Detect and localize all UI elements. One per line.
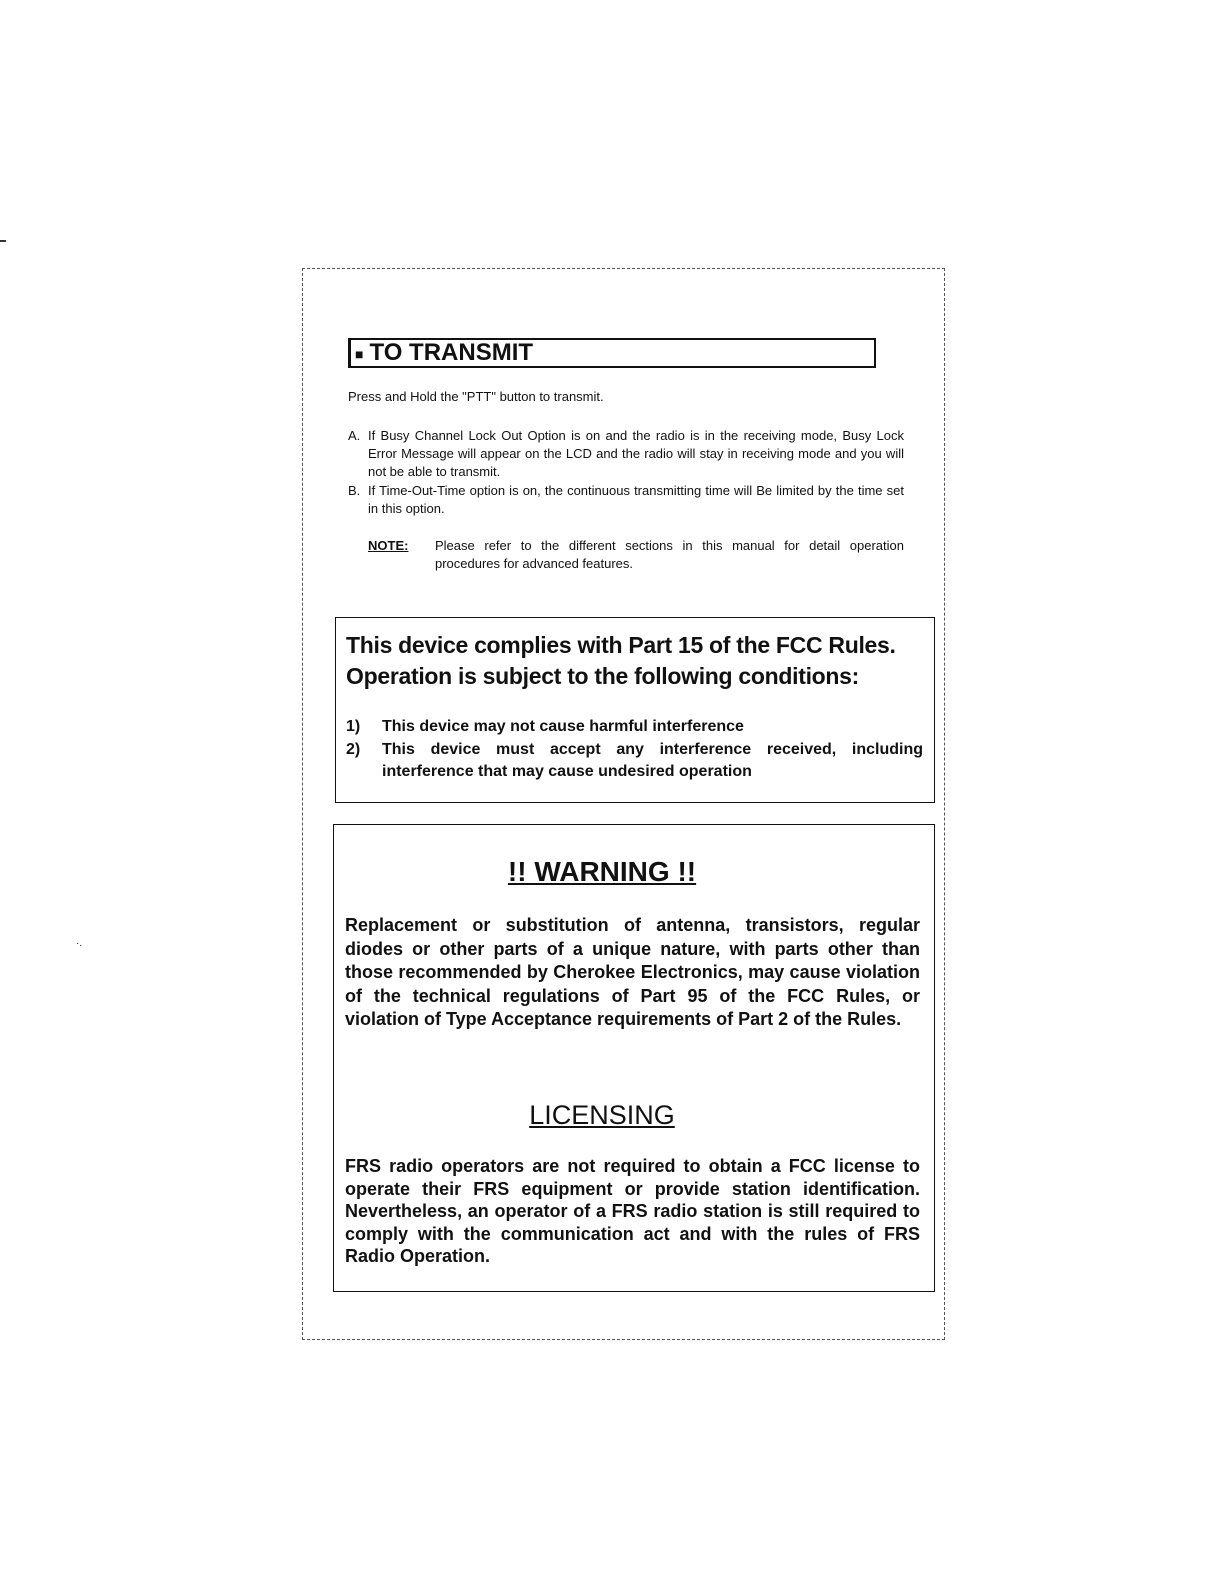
step-text: If Time-Out-Time option is on, the continuous transmitting time will Be limited by the time set in this option.: [368, 483, 904, 516]
warning-title: !! WARNING !!: [507, 856, 697, 887]
step-b: [348, 482, 904, 518]
square-bullet-icon: ■: [355, 345, 364, 362]
section-title: TO TRANSMIT: [369, 339, 534, 366]
condition-number: 2): [346, 741, 361, 758]
step-a: [348, 427, 904, 481]
note-text: Please refer to the different sections in this manual for detail operation procedures for advanced features.: [435, 538, 904, 571]
step-marker: B.: [348, 483, 361, 498]
scan-speck: ·.: [76, 938, 83, 949]
transmit-intro: Press and Hold the "PTT" button to transmit.: [348, 389, 604, 404]
note-label: NOTE:: [368, 538, 409, 553]
section-header-to-transmit: [348, 338, 876, 368]
fcc-heading-line1: This device complies with Part 15 of the FCC Rules.: [346, 632, 896, 658]
step-marker: A.: [348, 428, 361, 443]
warning-body: Replacement or substitution of antenna, transistors, regular diodes or other parts of a unique nature, with parts other than those recommended by Cherokee Electronics, may cause violation of the technical regulations of Part 95 of the FCC Rules, or violation of Type Acceptance requirements of Part 2 of the Rules.: [345, 915, 920, 1029]
fcc-condition-2: [346, 739, 923, 783]
fcc-condition-1: [346, 716, 923, 738]
licensing-title: LICENSING: [529, 1100, 675, 1130]
fcc-heading-line2: Operation is subject to the following conditions:: [346, 663, 860, 689]
fcc-heading: [346, 630, 936, 692]
scan-mark: [0, 240, 6, 242]
step-text: If Busy Channel Lock Out Option is on and the radio is in the receiving mode, Busy Lock Error Message will appear on the LCD and the radio will stay in receiving mode and you will not be able to transmit.: [368, 428, 904, 479]
note: [368, 537, 904, 573]
condition-text: This device may not cause harmful interference: [382, 718, 744, 735]
condition-text: This device must accept any interference received, including interference that may cause undesired operation: [382, 741, 923, 780]
condition-number: 1): [346, 718, 361, 735]
licensing-body: FRS radio operators are not required to obtain a FCC license to operate their FRS equipment or provide station identification. Nevertheless, an operator of a FRS radio station is still required to comply with the communication act and with the rules of FRS Radio Operation.: [345, 1156, 920, 1267]
